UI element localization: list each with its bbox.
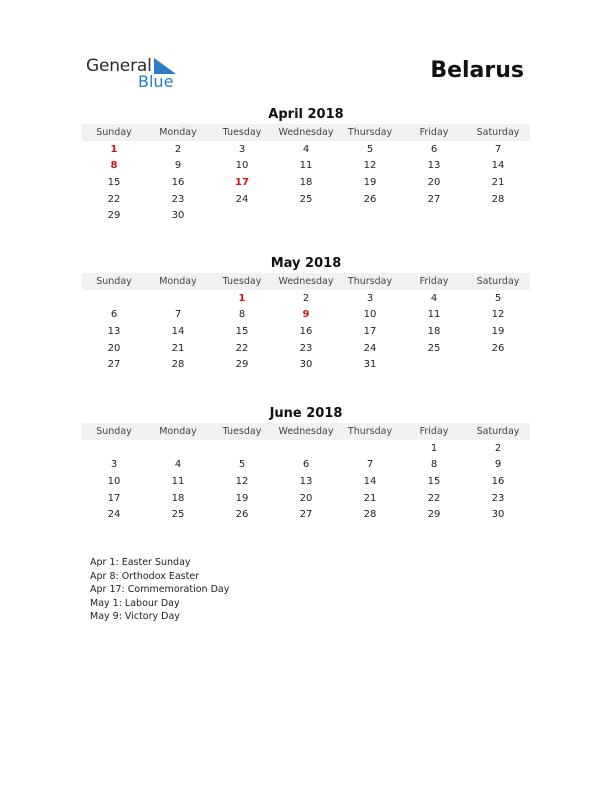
day-cell: 28 bbox=[171, 359, 185, 371]
day-cell: 27 bbox=[427, 193, 441, 205]
holiday-day-cell: 1 bbox=[238, 292, 246, 304]
day-cell: 19 bbox=[235, 492, 249, 504]
day-cell: 12 bbox=[235, 475, 249, 487]
day-cell: 23 bbox=[299, 342, 313, 354]
day-cell: 15 bbox=[235, 325, 249, 337]
week-row bbox=[82, 457, 530, 474]
week-row bbox=[82, 174, 530, 191]
holiday-notes bbox=[90, 556, 229, 624]
weekday-label: Friday bbox=[419, 426, 449, 437]
day-cell: 9 bbox=[494, 459, 502, 471]
day-cell: 25 bbox=[299, 193, 313, 205]
day-cell: 29 bbox=[107, 210, 121, 222]
day-cell: 14 bbox=[363, 475, 377, 487]
weekday-label: Tuesday bbox=[222, 276, 262, 287]
weekday-label: Monday bbox=[159, 276, 197, 287]
day-cell: 17 bbox=[363, 325, 377, 337]
day-cell: 16 bbox=[299, 325, 313, 337]
day-cell: 6 bbox=[110, 309, 118, 321]
holiday-note: May 1: Labour Day bbox=[90, 597, 180, 609]
weekday-header-row bbox=[82, 273, 530, 290]
day-cell: 11 bbox=[171, 475, 185, 487]
day-cell: 8 bbox=[238, 309, 246, 321]
day-cell: 4 bbox=[430, 292, 438, 304]
day-cell: 4 bbox=[302, 143, 310, 155]
weekday-label: Monday bbox=[159, 127, 197, 138]
weekday-label: Thursday bbox=[347, 276, 393, 287]
weekday-label: Saturday bbox=[476, 426, 520, 437]
week-row bbox=[82, 323, 530, 340]
logo-word-blue: Blue bbox=[138, 72, 174, 91]
weekday-header-row bbox=[82, 124, 530, 141]
day-cell: 16 bbox=[491, 475, 505, 487]
day-cell: 18 bbox=[171, 492, 185, 504]
country-title: Belarus bbox=[430, 58, 524, 83]
day-cell: 3 bbox=[110, 459, 118, 471]
day-cell: 30 bbox=[171, 210, 185, 222]
day-cell: 1 bbox=[430, 442, 438, 454]
day-cell: 5 bbox=[238, 459, 246, 471]
day-cell: 11 bbox=[299, 160, 313, 172]
day-cell: 23 bbox=[171, 193, 185, 205]
day-cell: 19 bbox=[363, 176, 377, 188]
holiday-note: Apr 1: Easter Sunday bbox=[90, 557, 191, 568]
day-cell: 6 bbox=[302, 459, 310, 471]
day-cell: 2 bbox=[494, 442, 502, 454]
holiday-note: Apr 17: Commemoration Day bbox=[90, 584, 230, 595]
day-cell: 10 bbox=[363, 309, 377, 321]
day-cell: 5 bbox=[494, 292, 502, 304]
day-cell: 20 bbox=[427, 176, 441, 188]
day-cell: 15 bbox=[107, 176, 121, 188]
day-cell: 24 bbox=[363, 342, 377, 354]
day-cell: 22 bbox=[427, 492, 441, 504]
weekday-label: Saturday bbox=[476, 276, 520, 287]
day-cell: 3 bbox=[366, 292, 374, 304]
day-cell: 3 bbox=[238, 143, 246, 155]
day-cell: 12 bbox=[491, 309, 505, 321]
weekday-label: Saturday bbox=[476, 127, 520, 138]
day-cell: 15 bbox=[427, 475, 441, 487]
weekday-label: Monday bbox=[159, 426, 197, 437]
week-row bbox=[82, 158, 530, 175]
holiday-day-cell: 1 bbox=[110, 143, 118, 155]
weekday-label: Friday bbox=[419, 127, 449, 138]
holiday-day-cell: 17 bbox=[235, 176, 249, 188]
day-cell: 8 bbox=[430, 459, 438, 471]
day-cell: 13 bbox=[107, 325, 121, 337]
logo-word-general: General bbox=[86, 56, 152, 76]
month-april bbox=[82, 107, 530, 224]
day-cell: 21 bbox=[171, 342, 185, 354]
day-cell: 5 bbox=[366, 143, 374, 155]
weekday-label: Tuesday bbox=[222, 127, 262, 138]
weekday-label: Wednesday bbox=[278, 127, 334, 138]
weekday-label: Friday bbox=[419, 276, 449, 287]
day-cell: 21 bbox=[491, 176, 505, 188]
day-cell: 13 bbox=[427, 160, 441, 172]
weekday-label: Tuesday bbox=[222, 426, 262, 437]
week-row bbox=[82, 440, 530, 457]
day-cell: 21 bbox=[363, 492, 377, 504]
week-row bbox=[82, 207, 530, 224]
day-cell: 26 bbox=[491, 342, 505, 354]
day-cell: 26 bbox=[363, 193, 377, 205]
day-cell: 24 bbox=[107, 509, 121, 521]
day-cell: 7 bbox=[174, 309, 182, 321]
day-cell: 25 bbox=[427, 342, 441, 354]
weekday-label: Wednesday bbox=[278, 276, 334, 287]
weekday-label: Sunday bbox=[96, 276, 132, 287]
week-row bbox=[82, 506, 530, 523]
day-cell: 2 bbox=[302, 292, 310, 304]
day-cell: 7 bbox=[494, 143, 502, 155]
weekday-header-row bbox=[82, 423, 530, 440]
month-june bbox=[82, 406, 530, 523]
weekday-label: Thursday bbox=[347, 127, 393, 138]
holiday-day-cell: 9 bbox=[302, 309, 310, 321]
holiday-note: May 9: Victory Day bbox=[90, 611, 180, 622]
day-cell: 30 bbox=[491, 509, 505, 521]
day-cell: 22 bbox=[107, 193, 121, 205]
week-row bbox=[82, 356, 530, 373]
day-cell: 29 bbox=[235, 359, 249, 371]
day-cell: 25 bbox=[171, 509, 185, 521]
day-cell: 19 bbox=[491, 325, 505, 337]
brand-logo bbox=[86, 56, 186, 92]
weekday-label: Sunday bbox=[96, 127, 132, 138]
day-cell: 28 bbox=[363, 509, 377, 521]
month-title: June 2018 bbox=[269, 406, 343, 421]
day-cell: 24 bbox=[235, 193, 249, 205]
weekday-label: Sunday bbox=[96, 426, 132, 437]
day-cell: 22 bbox=[235, 342, 249, 354]
day-cell: 7 bbox=[366, 459, 374, 471]
week-row bbox=[82, 490, 530, 507]
day-cell: 10 bbox=[107, 475, 121, 487]
day-cell: 17 bbox=[107, 492, 121, 504]
day-cell: 2 bbox=[174, 143, 182, 155]
day-cell: 28 bbox=[491, 193, 505, 205]
month-title: May 2018 bbox=[270, 256, 342, 271]
holiday-day-cell: 8 bbox=[110, 160, 118, 172]
weekday-label: Wednesday bbox=[278, 426, 334, 437]
day-cell: 14 bbox=[491, 160, 505, 172]
day-cell: 12 bbox=[363, 160, 377, 172]
week-row bbox=[82, 141, 530, 158]
week-row bbox=[82, 340, 530, 357]
month-may bbox=[82, 256, 530, 373]
holiday-note: Apr 8: Orthodox Easter bbox=[90, 570, 200, 582]
month-title: April 2018 bbox=[268, 107, 344, 122]
day-cell: 27 bbox=[107, 359, 121, 371]
day-cell: 9 bbox=[174, 160, 182, 172]
day-cell: 29 bbox=[427, 509, 441, 521]
day-cell: 20 bbox=[107, 342, 121, 354]
day-cell: 26 bbox=[235, 509, 249, 521]
day-cell: 20 bbox=[299, 492, 313, 504]
day-cell: 27 bbox=[299, 509, 313, 521]
day-cell: 10 bbox=[235, 160, 249, 172]
week-row bbox=[82, 473, 530, 490]
day-cell: 11 bbox=[427, 309, 441, 321]
day-cell: 14 bbox=[171, 325, 185, 337]
week-row bbox=[82, 290, 530, 307]
day-cell: 31 bbox=[363, 359, 377, 371]
week-row bbox=[82, 191, 530, 208]
day-cell: 4 bbox=[174, 459, 182, 471]
day-cell: 16 bbox=[171, 176, 185, 188]
day-cell: 30 bbox=[299, 359, 313, 371]
weekday-label: Thursday bbox=[347, 426, 393, 437]
day-cell: 6 bbox=[430, 143, 438, 155]
week-row bbox=[82, 307, 530, 324]
day-cell: 18 bbox=[427, 325, 441, 337]
day-cell: 23 bbox=[491, 492, 505, 504]
day-cell: 13 bbox=[299, 475, 313, 487]
day-cell: 18 bbox=[299, 176, 313, 188]
